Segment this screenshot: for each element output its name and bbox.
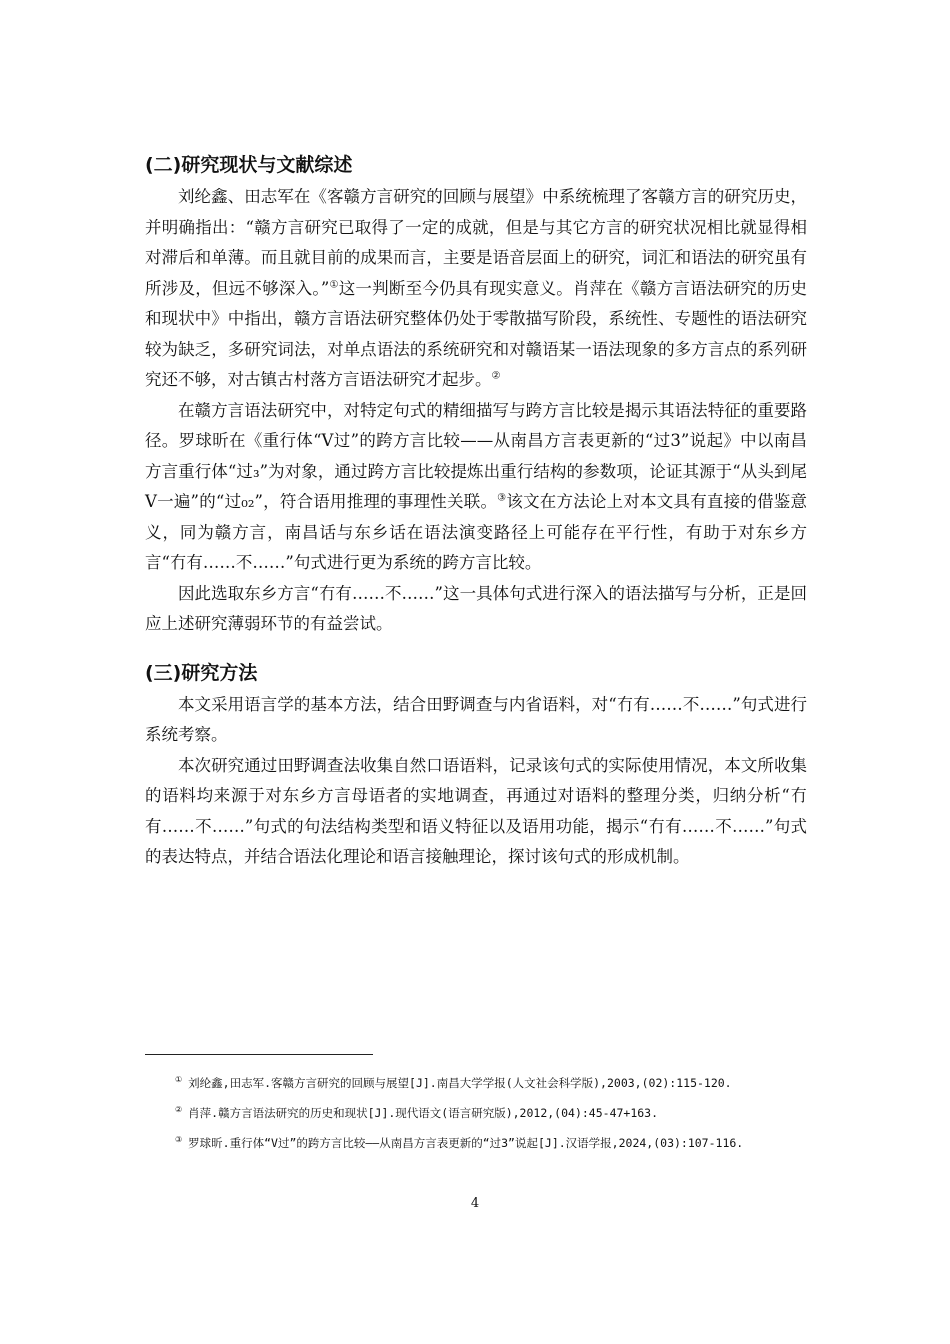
footnote-1	[145, 1070, 807, 1096]
footnote-mark: ①	[175, 1075, 183, 1085]
paragraph-literature-1	[145, 182, 807, 396]
paragraph-text: 在赣方言语法研究中，对特定句式的精细描写与跨方言比较是揭示其语法特征的重要路径。罗球昕在《重行体“V过”的跨方言比较——从南昌方言表更新的“过3”说起》中以南昌方言重行体“过₃”为对象，通过跨方言比较提炼出重行结构的参数项，论证其源于“从头到尾V一遍”的“过₀₂”，符合语用推理的事理性关联。	[145, 400, 807, 511]
paragraph-text: 本文采用语言学的基本方法，结合田野调查与内省语料，对“冇有……不……”句式进行系统考察。	[145, 694, 807, 744]
paragraph-literature-2	[145, 396, 807, 579]
paragraph-text: 刘纶鑫、田志军在《客赣方言研究的回顾与展望》中系统梳理了客赣方言的研究历史，并明确指出：“赣方言研究已取得了一定的成就，但是与其它方言的研究状况相比就显得相对滞后和单薄。而且就目前的成果而言，主要是语音层面上的研究，词汇和语法的研究虽有所涉及，但远不够深入。”	[145, 187, 807, 298]
footnote-text: 刘纶鑫,田志军.客赣方言研究的回顾与展望[J].南昌大学学报(人文社会科学版),2003,(02):115-120.	[188, 1076, 732, 1090]
paragraph-methods-2	[145, 751, 807, 873]
paragraph-text: 该文在方法论上对本文具有直接的借鉴意义，同为赣方言，南昌话与东乡话在语法演变路径上可能存在平行性，有助于对东乡方言“冇有……不……”句式进行更为系统的跨方言比较。	[145, 492, 808, 572]
footnote-mark: ②	[175, 1105, 183, 1115]
footnote-ref-3[interactable]: ③	[497, 492, 507, 504]
paragraph-literature-3	[145, 579, 807, 640]
footnote-text: 肖萍.赣方言语法研究的历史和现状[J].现代语文(语言研究版),2012,(04):45-47+163.	[188, 1106, 659, 1120]
section-heading-research-status: (二)研究现状与文献综述	[145, 154, 353, 176]
footnote-2	[145, 1100, 807, 1126]
footnote-divider	[145, 1054, 373, 1055]
paragraph-text: 因此选取东乡方言“冇有……不……”这一具体句式进行深入的语法描写与分析，正是回应上述研究薄弱环节的有益尝试。	[145, 583, 807, 633]
footnote-ref-1[interactable]: ①	[329, 279, 339, 290]
paragraph-text: 这一判断至今仍具有现实意义。肖萍在《赣方言语法研究的历史和现状中》中指出，赣方言语法研究整体仍处于零散描写阶段，系统性、专题性的语法研究较为缺乏，多研究词法，对单点语法的系统研究和对赣语某一语法现象的多方言点的系列研究还不够，对古镇古村落方言语法研究才起步。	[145, 278, 808, 389]
footnote-3	[145, 1130, 807, 1156]
footnote-ref-2[interactable]: ②	[491, 370, 501, 382]
footnote-mark: ③	[175, 1135, 183, 1145]
footnote-text: 罗球昕.重行体“V过”的跨方言比较——从南昌方言表更新的“过3”说起[J].汉语学报,2024,(03):107-116.	[188, 1136, 744, 1150]
paragraph-methods-1	[145, 690, 807, 751]
body-content	[145, 148, 807, 873]
section-heading-research-methods: (三)研究方法	[145, 661, 258, 684]
paragraph-text: 本次研究通过田野调查法收集自然口语语料，记录该句式的实际使用情况，本文所收集的语料均来源于对东乡方言母语者的实地调查，再通过对语料的整理分类，归纳分析“冇有……不……”句式的句法结构类型和语义特征以及语用功能，揭示“冇有……不……”句式的表达特点，并结合语法化理论和语言接触理论，探讨该句式的形成机制。	[145, 755, 807, 866]
footnotes	[145, 1070, 807, 1160]
page-number: 4	[470, 1196, 480, 1211]
